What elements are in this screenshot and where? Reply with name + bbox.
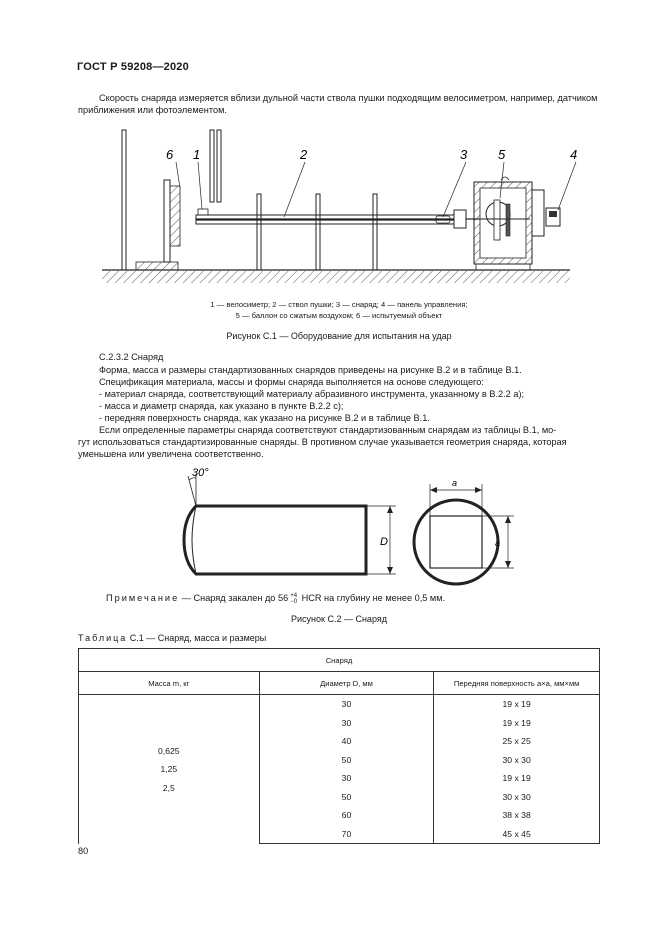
support-3 [373,194,377,270]
table-title-label: Таблица [78,633,128,643]
col-face-header: Передняя поверхность a×a, мм×мм [434,672,600,695]
figure1-legend-line1: 1 — велосиметр; 2 — ствол пушки; 3 — снаряд; 4 — панель управления; [210,300,468,309]
table-group-header: Снаряд [79,649,600,672]
mass-value: 2,5 [162,782,175,793]
tolerance: +4 −0 [290,592,298,605]
support-2 [316,194,320,270]
section-paragraph-3-cont: гут использоваться стандартизированные снаряды. В противном случае указывается геометрия снаряда, которая [78,437,567,447]
section-heading: С.2.3.2 Снаряд [99,352,164,362]
figure-projectile-drawing [170,466,530,586]
diameter-cell: 40 [259,732,434,751]
face-cell: 25 x 25 [434,732,600,751]
diameter-cell: 30 [259,714,434,733]
dim-D-label: D [380,536,388,548]
note-label: Примечание [106,593,180,603]
figure2-note [106,592,600,605]
label-2: 2 [300,147,308,162]
section-paragraph-1: Форма, масса и размеры стандартизованных снарядов приведены на рисунке В.2 и в таблице В.1. [99,365,522,375]
page-number: 80 [78,846,89,856]
bullet-item: - передняя поверхность снаряда, как указано на рисунке В.2 и в таблице В.1. [99,413,430,423]
ground-hatch [102,271,570,283]
note-text: — Снаряд закален до 56 [179,593,289,603]
wall-post-1 [210,130,214,202]
diameter-cell: 30 [259,769,434,788]
velocimeter [198,209,208,215]
mass-value: 0,625 [158,745,180,756]
dim-a-side-label: a [495,538,501,548]
front-face-square [430,516,482,568]
mass-value: 1,25 [160,764,178,774]
projectile-table [78,648,600,844]
label-5: 5 [498,147,506,162]
table-title [78,632,600,644]
projectile-front-view [414,500,501,584]
wall-post-2 [217,130,221,202]
diameter-cell: 60 [259,806,434,825]
figure-equipment-drawing [100,128,580,298]
face-cell: 45 x 45 [434,825,600,844]
label-3: 3 [460,147,468,162]
face-cell: 30 x 30 [434,788,600,807]
section-paragraph-3-end: уменьшена или увеличена соответственно. [78,449,264,459]
support-1 [257,194,261,270]
bullet-item: - материал снаряда, соответствующий материалу абразивного инструмента, указанному в В.2.2 а); [99,389,525,399]
face-cell: 30 x 30 [434,751,600,770]
face-cell: 19 x 19 [434,695,600,714]
figure2-caption: Рисунок С.2 — Снаряд [291,614,387,624]
col-diameter-header: Диаметр D, мм [259,672,434,695]
bullet-item: - масса и диаметр снаряда, как указано в пункте В.2.2 с); [99,401,344,411]
angle-label: 30° [192,467,209,479]
label-4: 4 [570,147,578,162]
label-1: 1 [193,147,201,162]
object-base [136,262,178,270]
intro-paragraph: Скорость снаряда измеряется вблизи дульной части ствола пушки подходящим велосиметром, например, датчиком приближения или фотоэлементом. [78,93,598,116]
diameter-cell: 70 [259,825,434,844]
face-cell: 19 x 19 [434,714,600,733]
face-cell: 38 x 38 [434,806,600,825]
col-mass-header: Масса m, кг [79,672,260,695]
diameter-cell: 50 [259,788,434,807]
section-paragraph-3: Если определенные параметры снаряда соответствуют стандартизованным снарядам из таблицы В.1, мо- [99,425,557,435]
figure1-legend-line2: 5 — баллон со сжатым воздухом; 6 — испытуемый объект [235,311,443,320]
projectile-side-view [184,506,366,574]
mass-cell [79,695,260,844]
test-object-frame [164,180,170,262]
wall-left [122,130,126,270]
figure1-caption: Рисунок С.1 — Оборудование для испытания на удар [226,331,452,341]
face-cell: 19 x 19 [434,769,600,788]
label-6: 6 [166,147,174,162]
diameter-cell: 50 [259,751,434,770]
diameter-cell: 30 [259,695,434,714]
test-object [170,186,180,246]
document-header: ГОСТ Р 59208—2020 [77,61,189,73]
section-paragraph-2: Спецификация материала, массы и формы снаряда выполняется на основе следующего: [99,377,484,387]
note-text-end: HCR на глубину не менее 0,5 мм. [299,593,446,603]
dim-a-top-label: a [452,478,458,488]
table-title-text: С.1 — Снаряд, масса и размеры [127,633,267,643]
